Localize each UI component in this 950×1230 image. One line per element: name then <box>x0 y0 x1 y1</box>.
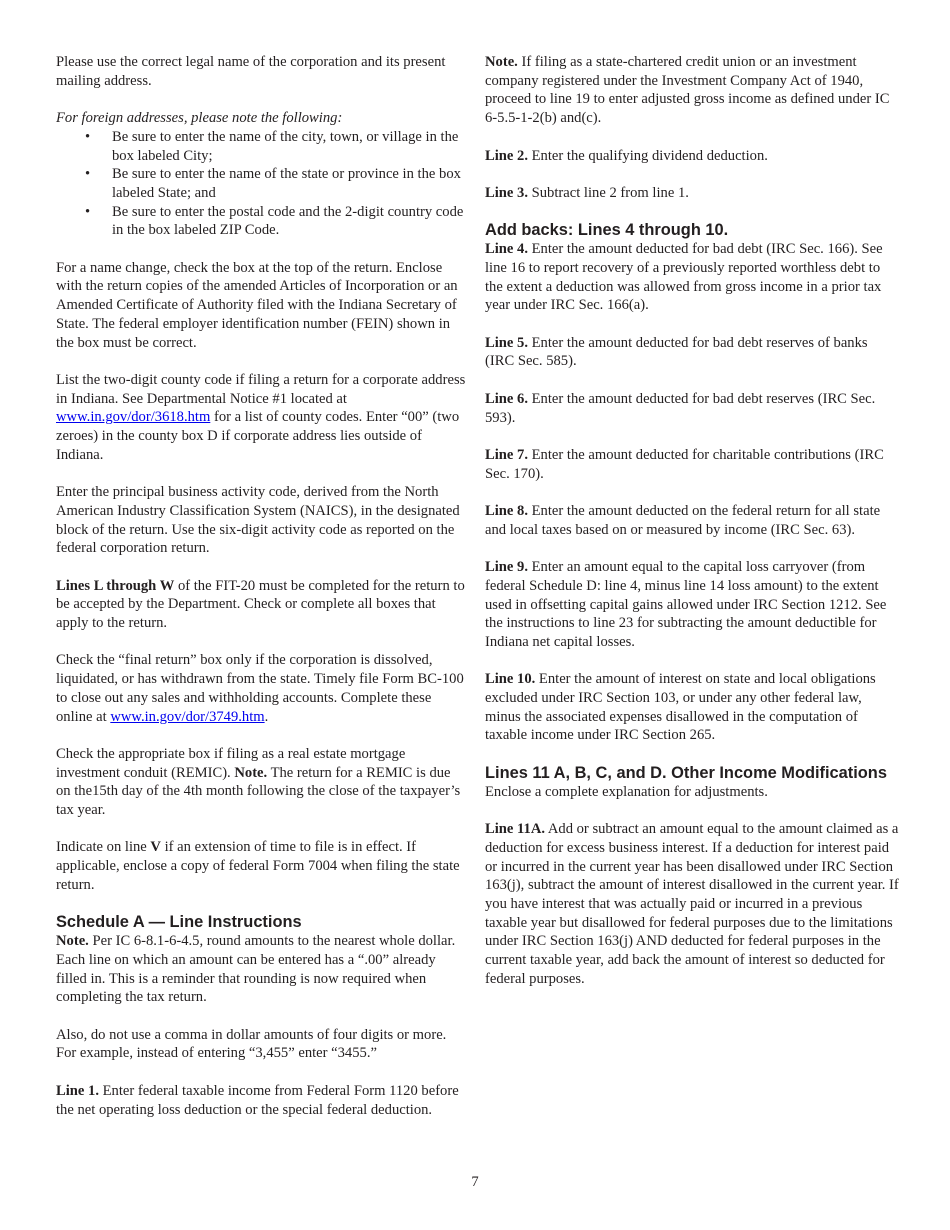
schedule-a-heading: Schedule A — Line Instructions <box>56 913 302 932</box>
foreign-address-heading: For foreign addresses, please note the following: <box>56 110 343 127</box>
foreign-address-list <box>56 128 468 240</box>
final-return-paragraph: Check the “final return” box only if the corporation is dissolved, liquidated, or has withdrawn from the state. Timely file Form BC-100 to close out any sales and withholding accounts. Complete these online at www.in.gov/dor/3749.htm. <box>56 652 464 725</box>
line-1-paragraph: Line 1. Enter federal taxable income from Federal Form 1120 before the net operating loss deduction or the special federal deduction. <box>56 1082 459 1118</box>
remic-paragraph: Check the appropriate box if filing as a real estate mortgage investment conduit (REMIC). Note. The return for a REMIC is due on the15th day of the 4th month following the close of the taxpayer’s tax year. <box>56 745 461 819</box>
lines-l-w-paragraph: Lines L through W of the FIT-20 must be completed for the return to be accepted by the Department. Check or complete all boxes that apply to the return. <box>56 577 465 632</box>
line-11a-paragraph: Line 11A. Add or subtract an amount equal to the amount claimed as a deduction for excess business interest. If a deduction for interest paid or incurred in the current year has been disallowed under IRC Section 163(j), subtract the amount of interest disallowed in the current year. If you have interest that was actually paid or incurred in a previous taxable year but disallowed for federal purposes due to the limitations under IRC Section 163(j) AND deducted for federal purposes in the current taxable year, add back the amount of interest so deducted for federal purposes. <box>485 821 899 987</box>
line-5-paragraph: Line 5. Enter the amount deducted for bad debt reserves of banks (IRC Sec. 585). <box>485 334 868 370</box>
line-3-paragraph: Line 3. Subtract line 2 from line 1. <box>485 184 689 201</box>
county-codes-link[interactable]: www.in.gov/dor/3618.htm <box>56 409 211 426</box>
enclose-explanation-paragraph: Enclose a complete explanation for adjustments. <box>485 783 768 800</box>
line-4-paragraph: Line 4. Enter the amount deducted for bad debt (IRC Sec. 166). See line 16 to report recovery of a previously reported worthless debt to the extent a deduction was allowed from gross income in a prior tax year under IRC Sec. 166(a). <box>485 241 883 314</box>
county-code-paragraph: List the two-digit county code if filing a return for a corporate address in Indiana. See Departmental Notice #1 located at www.in.gov/dor/3618.htm for a list of county codes. Enter “00” (two zeroes) in the county box D if corporate address lies outside of Indiana. <box>56 371 466 463</box>
add-backs-heading: Add backs: Lines 4 through 10. <box>485 221 729 240</box>
lines-11-heading: Lines 11 A, B, C, and D. Other Income Modifications <box>485 763 887 782</box>
line-9-paragraph: Line 9. Enter an amount equal to the capital loss carryover (from federal Schedule D: line 4, minus line 14 loss amount) to the extent used in offsetting capital gains allowed under IRC Section 1212. See the instructions to line 23 for subtracting the amount deductible for Indiana net capital losses. <box>485 559 887 650</box>
line-10-paragraph: Line 10. Enter the amount of interest on state and local obligations excluded under IRC Section 103, or under any other federal law, minus the associated expenses disallowed in the computation of taxable income under IRC Section 265. <box>485 671 876 744</box>
right-column <box>485 53 900 1007</box>
line-2-paragraph: Line 2. Enter the qualifying dividend deduction. <box>485 147 768 164</box>
legal-name-paragraph: Please use the correct legal name of the corporation and its present mailing address. <box>56 54 446 89</box>
naics-paragraph: Enter the principal business activity code, derived from the North American Industry Classification System (NAICS), in the designated block of the return. Use the six-digit activity code as reported on the federal corporation return. <box>56 484 460 557</box>
comma-paragraph: Also, do not use a comma in dollar amounts of four digits or more. For example, instead of entering “3,455” enter “3455.” <box>56 1026 447 1062</box>
left-column <box>56 53 468 1138</box>
bc100-link[interactable]: www.in.gov/dor/3749.htm <box>110 708 265 725</box>
list-item: • Be sure to enter the postal code and the 2-digit country code in the box labeled ZIP Code. <box>112 203 468 240</box>
rounding-note-paragraph: Note. Per IC 6-8.1-6-4.5, round amounts to the nearest whole dollar. Each line on which an amount can be entered has a “.00” already filled in. This is a reminder that rounding is now required when completing the tax return. <box>56 933 456 1006</box>
list-item: • Be sure to enter the name of the city, town, or village in the box labeled City; <box>112 128 468 165</box>
line-7-paragraph: Line 7. Enter the amount deducted for charitable contributions (IRC Sec. 170). <box>485 446 884 482</box>
extension-paragraph: Indicate on line V if an extension of time to file is in effect. If applicable, enclose a copy of federal Form 7004 when filing the state return. <box>56 839 460 893</box>
page-number: 7 <box>471 1174 479 1190</box>
line-6-paragraph: Line 6. Enter the amount deducted for bad debt reserves (IRC Sec. 593). <box>485 390 876 426</box>
name-change-paragraph: For a name change, check the box at the top of the return. Enclose with the return copies of the amended Articles of Incorporation or an Amended Certificate of Authority filed with the Indiana Secretary of State. The federal employer identification number (FEIN) shown in the box must be correct. <box>56 259 458 351</box>
list-item: • Be sure to enter the name of the state or province in the box labeled State; and <box>112 165 468 202</box>
line-8-paragraph: Line 8. Enter the amount deducted on the federal return for all state and local taxes based on or measured by income (IRC Sec. 63). <box>485 503 881 538</box>
credit-union-note-paragraph: Note. If filing as a state-chartered credit union or an investment company registered under the Investment Company Act of 1940, proceed to line 19 to enter adjusted gross income as defined under IC 6-5.5-1-2(b) and(c). <box>485 54 890 127</box>
